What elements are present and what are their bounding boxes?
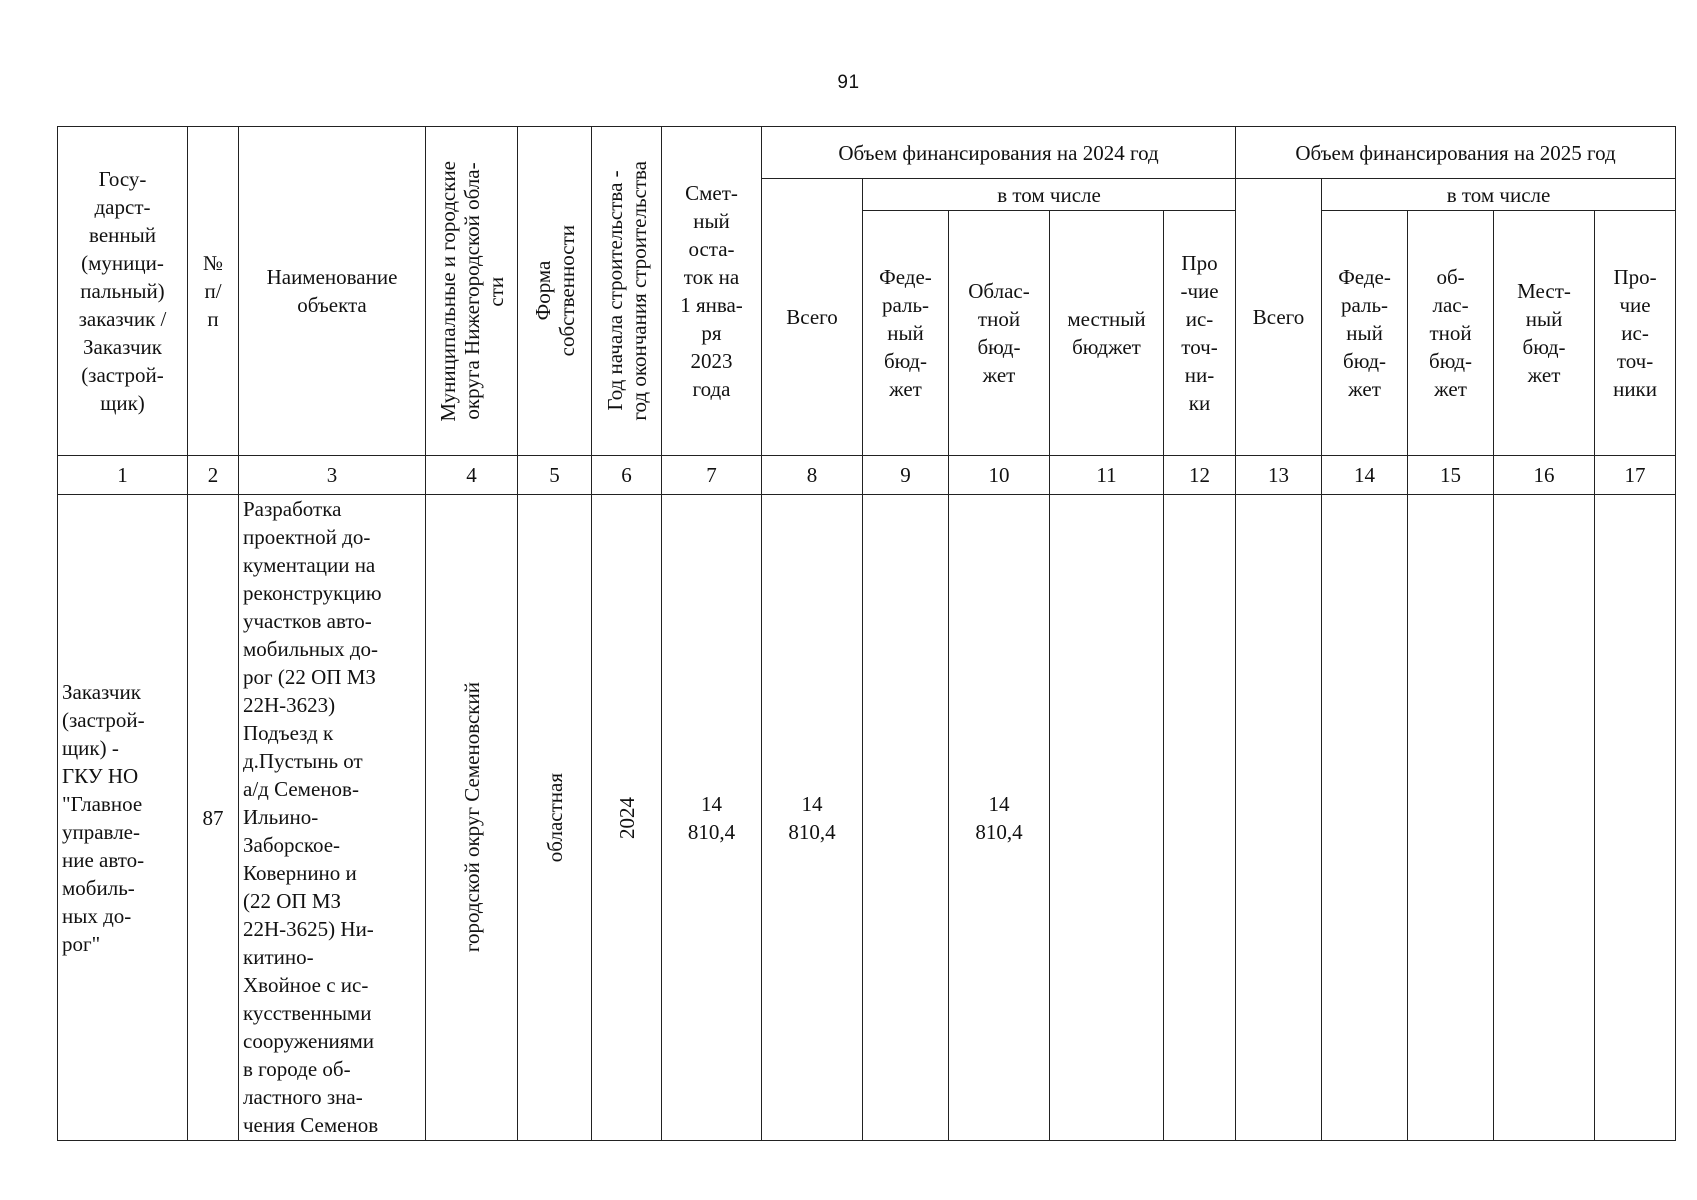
header-regional-2025: об- лас- тной бюд- жет <box>1408 211 1494 456</box>
row-municipality-text: городской округ Семеновский <box>459 682 484 953</box>
column-number: 5 <box>518 456 592 495</box>
row-federal-2024 <box>863 495 949 1141</box>
row-object-name: Разработка проектной до- кументации на реконструкцию участков авто- мобильных до- рог (22 ОП МЗ 22Н-3623) Подъезд к д.Пустынь от а/д Семенов- Ильино- Заборское- Ковернино и (22 ОП МЗ 22Н-3625) Ни- китино- Хвойное с ис- кусственными сооружениями в городе об- ластного зна- чения Семенов <box>239 495 426 1141</box>
header-local-2025: Мест- ный бюд- жет <box>1494 211 1595 456</box>
column-number: 1 <box>58 456 188 495</box>
row-ownership-text: областная <box>542 772 567 863</box>
header-funding-2024: Объем финансирования на 2024 год <box>762 127 1236 179</box>
row-total-2024: 14 810,4 <box>762 495 863 1141</box>
header-other-2025: Про- чие ис- точ- ники <box>1595 211 1676 456</box>
row-other-2025 <box>1595 495 1676 1141</box>
row-federal-2025 <box>1322 495 1408 1141</box>
column-number: 16 <box>1494 456 1595 495</box>
header-funding-2025: Объем финансирования на 2025 год <box>1236 127 1676 179</box>
header-index: № п/ п <box>188 127 239 456</box>
row-ownership <box>518 495 592 1141</box>
row-local-2025 <box>1494 495 1595 1141</box>
row-municipality <box>426 495 518 1141</box>
page-number: 91 <box>837 72 860 93</box>
header-ownership-text: Форма собственности <box>530 225 579 357</box>
header-ownership <box>518 127 592 456</box>
row-regional-2024: 14 810,4 <box>949 495 1050 1141</box>
header-local-2024: местный бюджет <box>1050 211 1164 456</box>
header-municipality-text: Муниципальные и городские округа Нижегородской обла- сти <box>435 160 508 422</box>
column-number: 12 <box>1164 456 1236 495</box>
header-estimate-balance: Смет- ный оста- ток на 1 янва- ря 2023 года <box>662 127 762 456</box>
header-other-2024: Про -чие ис- точ- ни- ки <box>1164 211 1236 456</box>
header-object-name: Наименование объекта <box>239 127 426 456</box>
table-row <box>58 495 1676 1141</box>
column-number: 6 <box>592 456 662 495</box>
header-years <box>592 127 662 456</box>
row-estimate-balance: 14 810,4 <box>662 495 762 1141</box>
header-total-2024: Всего <box>762 179 863 456</box>
row-index: 87 <box>188 495 239 1141</box>
column-number: 9 <box>863 456 949 495</box>
header-municipality <box>426 127 518 456</box>
row-total-2025 <box>1236 495 1322 1141</box>
header-row-1 <box>58 127 1676 179</box>
header-regional-2024: Облас- тной бюд- жет <box>949 211 1050 456</box>
header-including-2025: в том числе <box>1322 179 1676 211</box>
row-customer: Заказчик (застрой- щик) - ГКУ НО "Главное управле- ние авто- мобиль- ных до- рог" <box>58 495 188 1141</box>
row-years-text: 2024 <box>614 796 639 839</box>
header-federal-2025: Феде- раль- ный бюд- жет <box>1322 211 1408 456</box>
row-other-2024 <box>1164 495 1236 1141</box>
column-number: 13 <box>1236 456 1322 495</box>
column-number: 7 <box>662 456 762 495</box>
financing-table <box>57 126 1676 1141</box>
header-including-2024: в том числе <box>863 179 1236 211</box>
column-number: 3 <box>239 456 426 495</box>
column-numbers-row <box>58 456 1676 495</box>
column-number: 15 <box>1408 456 1494 495</box>
row-regional-2025 <box>1408 495 1494 1141</box>
header-federal-2024: Феде- раль- ный бюд- жет <box>863 211 949 456</box>
header-total-2025: Всего <box>1236 179 1322 456</box>
header-years-text: Год начала строительства - год окончания строительства <box>602 161 651 421</box>
column-number: 4 <box>426 456 518 495</box>
column-number: 2 <box>188 456 239 495</box>
row-local-2024 <box>1050 495 1164 1141</box>
column-number: 11 <box>1050 456 1164 495</box>
column-number: 10 <box>949 456 1050 495</box>
header-customer: Госу- дарст- венный (муници- пальный) заказчик / Заказчик (застрой- щик) <box>58 127 188 456</box>
column-number: 8 <box>762 456 863 495</box>
column-number: 17 <box>1595 456 1676 495</box>
row-years <box>592 495 662 1141</box>
column-number: 14 <box>1322 456 1408 495</box>
